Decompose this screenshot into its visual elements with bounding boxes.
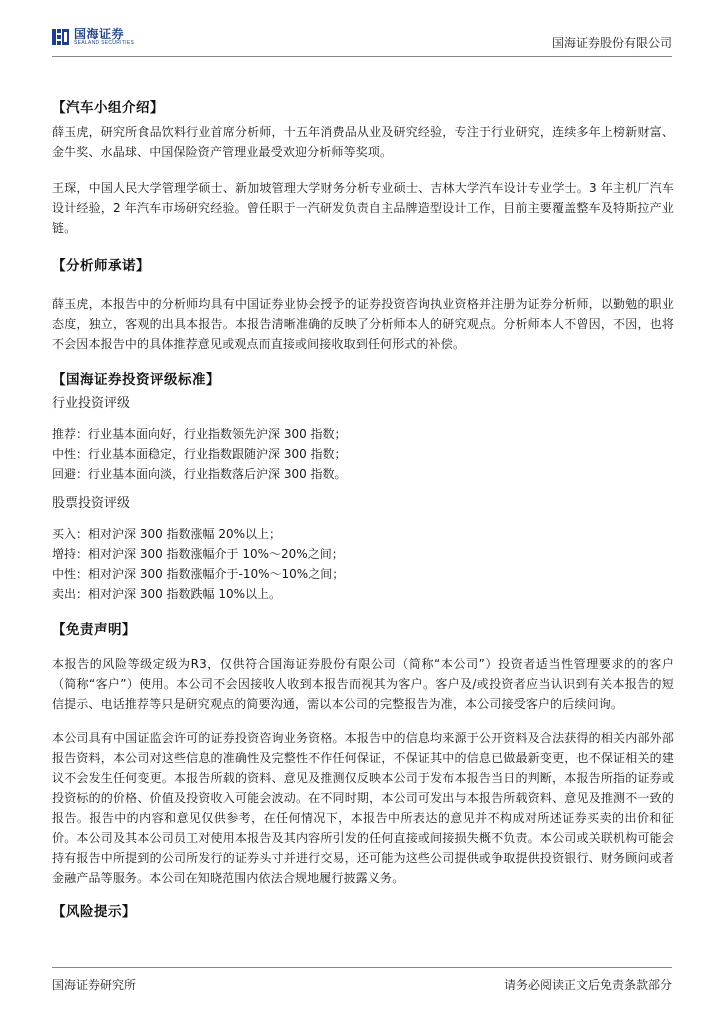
industry-rating-line: 中性：行业基本面稳定，行业指数跟随沪深 300 指数； — [52, 447, 347, 461]
disclaimer-paragraph-1: 本报告的风险等级定级为R3，仅供符合国海证券股份有限公司（简称“本公司”）投资者适当性管理要求的的客户（简称“客户”）使用。本公司不会因接收人收到本报告而视其为客户。客户及/或投资者应当认识到有关本报告的短信提示、电话推荐等只是研究观点的简要沟通，需以本公司的完整报告为准，本公司接受客户的后续问询。 — [52, 657, 674, 711]
logo-icon — [52, 28, 70, 46]
footer-institute: 国海证券研究所 — [52, 978, 137, 992]
stock-rating-line: 中性：相对沪深 300 指数涨幅介于-10%～10%之间； — [52, 567, 345, 581]
logo-en: SEALAND SECURITIES — [74, 40, 135, 46]
industry-rating-title: 行业投资评级 — [52, 396, 131, 411]
company-name: 国海证券股份有限公司 — [551, 36, 672, 50]
industry-rating-line: 推荐：行业基本面向好，行业指数领先沪深 300 指数； — [52, 427, 347, 441]
rating-section-title: 【国海证券投资评级标准】 — [52, 372, 220, 388]
stock-rating-line: 卖出：相对沪深 300 指数跌幅 10%以上。 — [52, 587, 282, 601]
page-header — [52, 28, 672, 52]
pledge-paragraph: 薛玉虎，本报告中的分析师均具有中国证券业协会授予的证券投资咨询执业资格并注册为证券分析师，以勤勉的职业态度，独立，客观的出具本报告。本报告清晰准确的反映了分析师本人的研究观点。分析师本人不曾因，不因，也将不会因本报告中的具体推荐意见或观点而直接或间接收取到任何形式的补偿。 — [52, 297, 674, 351]
team-paragraph-2: 王琛，中国人民大学管理学硕士、新加坡管理大学财务分析专业硕士、吉林大学汽车设计专业学士。3 年主机厂汽车设计经验，2 年汽车市场研究经验。曾任职于一汽研发负责自主品牌造型设计工作，目前主要覆盖整车及特斯拉产业链。 — [52, 181, 674, 235]
stock-rating-line: 买入：相对沪深 300 指数涨幅 20%以上； — [52, 527, 282, 541]
industry-rating-line: 回避：行业基本面向淡，行业指数落后沪深 300 指数。 — [52, 467, 347, 481]
footer-divider — [52, 967, 672, 968]
pledge-section-title: 【分析师承诺】 — [52, 258, 150, 274]
disclaimer-section-title: 【免责声明】 — [52, 622, 136, 638]
team-paragraph-1: 薛玉虎，研究所食品饮料行业首席分析师，十五年消费品从业及研究经验，专注于行业研究，连续多年上榜新财富、金牛奖、水晶球、中国保险资产管理业最受欢迎分析师等奖项。 — [52, 125, 674, 159]
risk-section-title: 【风险提示】 — [52, 904, 136, 920]
disclaimer-paragraph-2: 本公司具有中国证监会许可的证券投资咨询业务资格。本报告中的信息均来源于公开资料及合法获得的相关内部外部报告资料，本公司对这些信息的准确性及完整性不作任何保证，不保证其中的信息已做最新变更，也不保证相关的建议不会发生任何变更。本报告所载的资料、意见及推测仅反映本公司于发布本报告当日的判断，本报告所指的证券或投资标的的价格、价值及投资收入可能会波动。在不同时期，本公司可发出与本报告所载资料、意见及推测不一致的报告。报告中的内容和意见仅供参考，在任何情况下，本报告中所表达的意见并不构成对所述证券买卖的出价和征价。本公司及其本公司员工对使用本报告及其内容所引发的任何直接或间接损失概不负责。本公司或关联机构可能会持有报告中所提到的公司所发行的证券头寸并进行交易，还可能为这些公司提供或争取提供投资银行、财务顾问或者金融产品等服务。本公司在知晓范围内依法合规地履行披露义务。 — [52, 731, 674, 885]
footer-disclaimer-note: 请务必阅读正文后免责条款部分 — [503, 978, 672, 992]
stock-rating-title: 股票投资评级 — [52, 496, 131, 511]
stock-rating-line: 增持：相对沪深 300 指数涨幅介于 10%～20%之间； — [52, 547, 344, 561]
page-content — [52, 98, 674, 926]
team-section-title: 【汽车小组介绍】 — [52, 100, 164, 116]
company-logo — [52, 28, 134, 46]
header-divider — [52, 56, 672, 57]
logo-cn: 国海证券 — [74, 27, 125, 41]
